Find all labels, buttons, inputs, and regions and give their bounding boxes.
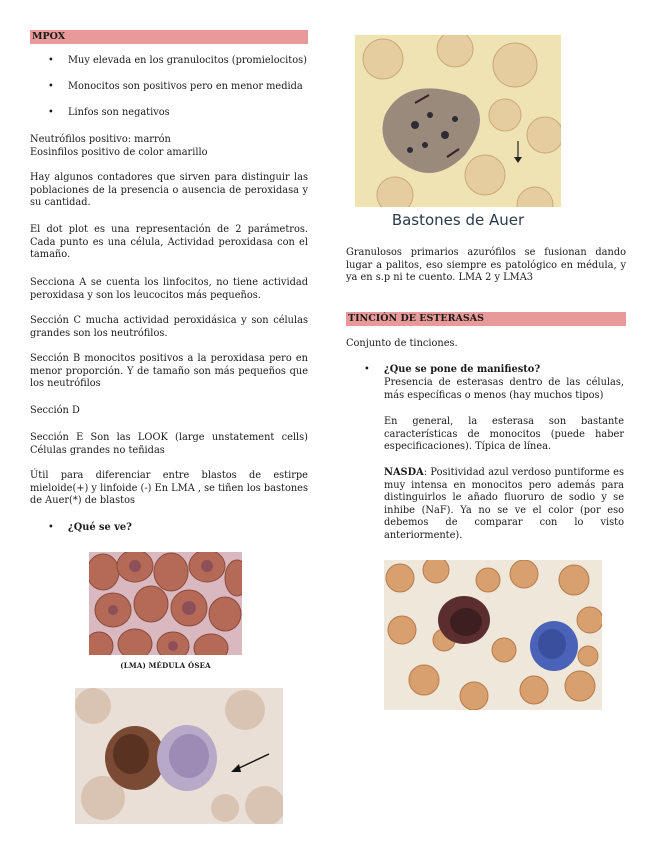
paragraph-seccion-d: Sección D (30, 405, 80, 416)
blast-micrograph (75, 688, 283, 824)
paragraph-general: En general, la esterasa son bastante características de monocitos (puede haber especificaciones). Típica de línea. (384, 416, 624, 453)
bullet-icon: • (48, 81, 54, 92)
marrow-micrograph (89, 552, 242, 655)
bullet-icon: • (48, 522, 54, 533)
esterase-svg (384, 560, 602, 710)
blast-micrograph-svg (75, 688, 283, 824)
section-header-esterasas: TINCIÓN DE ESTERASAS (346, 312, 626, 326)
esterase-micrograph (384, 560, 602, 710)
auer-caption: Bastones de Auer (391, 211, 525, 229)
paragraph-contadores: Hay algunos contadores que sirven para distinguir las poblaciones de la presencia o ausencia de peroxidasa y su cantidad. (30, 172, 308, 209)
paragraph-seccion-e: Sección E Son las LOOK (large unstatement cells) Células grandes no teñidas (30, 432, 308, 456)
list-item-que-se-ve: • ¿Qué se ve? (48, 522, 132, 533)
list-item: • Linfos son negativos (48, 107, 170, 118)
list-item: • Muy elevada en los granulocitos (promielocitos) (48, 55, 307, 66)
auer-rods-svg (355, 35, 561, 235)
list-item-manifiesto: • ¿Que se pone de manifiesto? (364, 364, 541, 375)
bullet-icon: • (364, 364, 370, 375)
paragraph-nasda: NASDA: Positividad azul verdoso puntiforme es muy intensa en monocitos pero además para distinguirlos le añado fluoruro de sodio y se inhibe (NaF). Ya no se ve el color (por eso debemos de comparar con lo visto anteriormente). (384, 467, 624, 541)
paragraph-conjunto: Conjunto de tinciones. (346, 338, 458, 349)
auer-rods-micrograph (355, 35, 561, 235)
paragraph-presencia: Presencia de esterasas dentro de las células, más específicas o menos (hay muchos tipos) (384, 377, 624, 401)
paragraph-seccion-a: Secciona A se cuenta los linfocitos, no tiene actividad peroxidasa y son los leucocitos más pequeños. (30, 277, 308, 301)
paragraph-granulosos: Granulosos primarios azurófilos se fusionan dando lugar a palitos, eso siempre es patológico en médula, y ya en s.p ni te cuento. LMA 2 y LMA3 (346, 247, 626, 284)
bullet-icon: • (48, 55, 54, 66)
marrow-micrograph-svg (89, 552, 242, 655)
paragraph-colores: Neutrófilos positivo: marrón Eosinfilos positivo de color amarillo (30, 134, 208, 158)
section-header-mpox: MPOX (30, 30, 308, 44)
bullet-icon: • (48, 107, 54, 118)
paragraph-util: Útil para diferenciar entre blastos de estirpe mieloide(+) y linfoide (-) En LMA , se tiñen los bastones de Auer(*) de blastos (30, 470, 308, 507)
paragraph-seccion-b: Sección B monocitos positivos a la peroxidasa pero en menor proporción. Y de tamaño son más pequeños que los neutrófilos (30, 353, 308, 390)
image-caption: (LMA) MÉDULA ÓSEA (120, 661, 211, 670)
paragraph-seccion-c: Sección C mucha actividad peroxidásica y son células grandes son los neutrófilos. (30, 315, 308, 339)
paragraph-dotplot: El dot plot es una representación de 2 parámetros. Cada punto es una célula, Actividad peroxidasa con el tamaño. (30, 224, 308, 261)
list-item: • Monocitos son positivos pero en menor medida (48, 81, 303, 92)
